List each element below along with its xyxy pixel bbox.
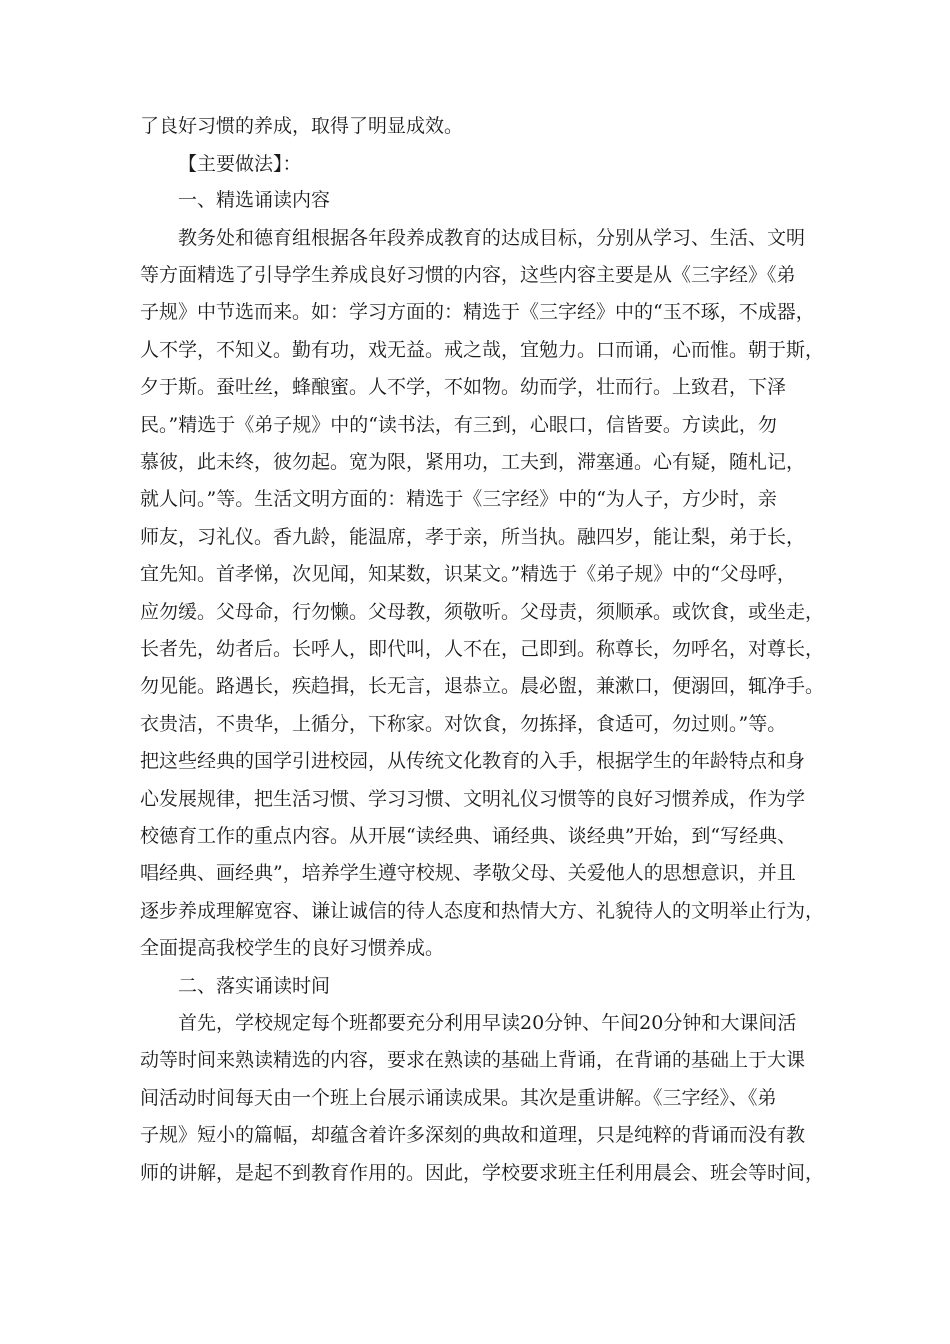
paragraph-line: 人不学，不知义。勤有功，戏无益。戒之哉，宜勉力。口而诵，心而惟。朝于斯，	[140, 339, 825, 361]
section-heading: 【主要做法】：	[178, 153, 302, 175]
paragraph-line: 逐步养成理解宽容、谦让诚信的待人态度和热情大方、礼貌待人的文明举止行为，	[140, 900, 825, 922]
paragraph-line: 宜先知。首孝悌，次见闻，知某数，识某文。”精选于《弟子规》中的“父母呼，	[140, 563, 796, 585]
paragraph-line: 子规》短小的篇幅，却蕴含着许多深刻的典故和道理，只是纯粹的背诵而没有教	[140, 1124, 806, 1146]
paragraph-line: 衣贵洁，不贵华，上循分，下称家。对饮食，勿拣择，食适可，勿过则。”等。	[140, 713, 787, 735]
paragraph-line: 长者先，幼者后。长呼人，即代叫，人不在，己即到。称尊长，勿呼名，对尊长，	[140, 638, 825, 660]
paragraph-line: 把这些经典的国学引进校园，从传统文化教育的入手，根据学生的年龄特点和身	[140, 750, 806, 772]
paragraph-line: 校德育工作的重点内容。从开展“读经典、诵经典、谈经典”开始，到“写经典、	[140, 825, 797, 847]
paragraph-line: 心发展规律，把生活习惯、学习习惯、文明礼仪习惯等的良好习惯养成，作为学	[140, 788, 806, 810]
paragraph-line: 等方面精选了引导学生养成良好习惯的内容，这些内容主要是从《三字经》《弟	[140, 264, 796, 286]
subsection-heading: 二、落实诵读时间	[178, 975, 331, 997]
paragraph-line: 动等时间来熟读精选的内容，要求在熟读的基础上背诵，在背诵的基础上于大课	[140, 1049, 806, 1071]
paragraph-line: 教务处和德育组根据各年段养成教育的达成目标，分别从学习、生活、文明	[178, 227, 806, 249]
paragraph-line: 师的讲解，是起不到教育作用的。因此，学校要求班主任利用晨会、班会等时间，	[140, 1162, 825, 1184]
text-line: 了良好习惯的养成，取得了明显成效。	[140, 115, 464, 137]
paragraph-line: 全面提高我校学生的良好习惯养成。	[140, 937, 445, 959]
paragraph-line: 勿见能。路遇长，疾趋揖，长无言，退恭立。晨必盥，兼漱口，便溺回，辄净手。	[140, 675, 825, 697]
paragraph-line: 夕于斯。蚕吐丝，蜂酿蜜。人不学，不如物。幼而学，壮而行。上致君，下泽	[140, 376, 787, 398]
subsection-heading: 一、精选诵读内容	[178, 189, 331, 211]
paragraph-line: 首先，学校规定每个班都要充分利用早读20分钟、午间20分钟和大课间活	[178, 1012, 797, 1034]
paragraph-line: 师友，习礼仪。香九龄，能温席，孝于亲，所当执。融四岁，能让梨，弟于长，	[140, 526, 806, 548]
paragraph-line: 子规》中节选而来。如：学习方面的：精选于《三字经》中的“玉不琢，不成器，	[140, 301, 815, 323]
paragraph-line: 间活动时间每天由一个班上台展示诵读成果。其次是重讲解。《三字经》、《弟	[140, 1087, 777, 1109]
paragraph-line: 应勿缓。父母命，行勿懒。父母教，须敬听。父母责，须顺承。或饮食，或坐走，	[140, 601, 825, 623]
paragraph-line: 民。”精选于《弟子规》中的“读书法，有三到，心眼口，信皆要。方读此，勿	[140, 414, 777, 436]
paragraph-line: 唱经典、画经典”，培养学生遵守校规、孝敬父母、关爱他人的思想意识，并且	[140, 862, 796, 884]
paragraph-line: 就人问。”等。生活文明方面的：精选于《三字经》中的“为人子，方少时，亲	[140, 488, 777, 510]
paragraph-line: 慕彼，此未终，彼勿起。宽为限，紧用功，工夫到，滞塞通。心有疑，随札记，	[140, 451, 806, 473]
